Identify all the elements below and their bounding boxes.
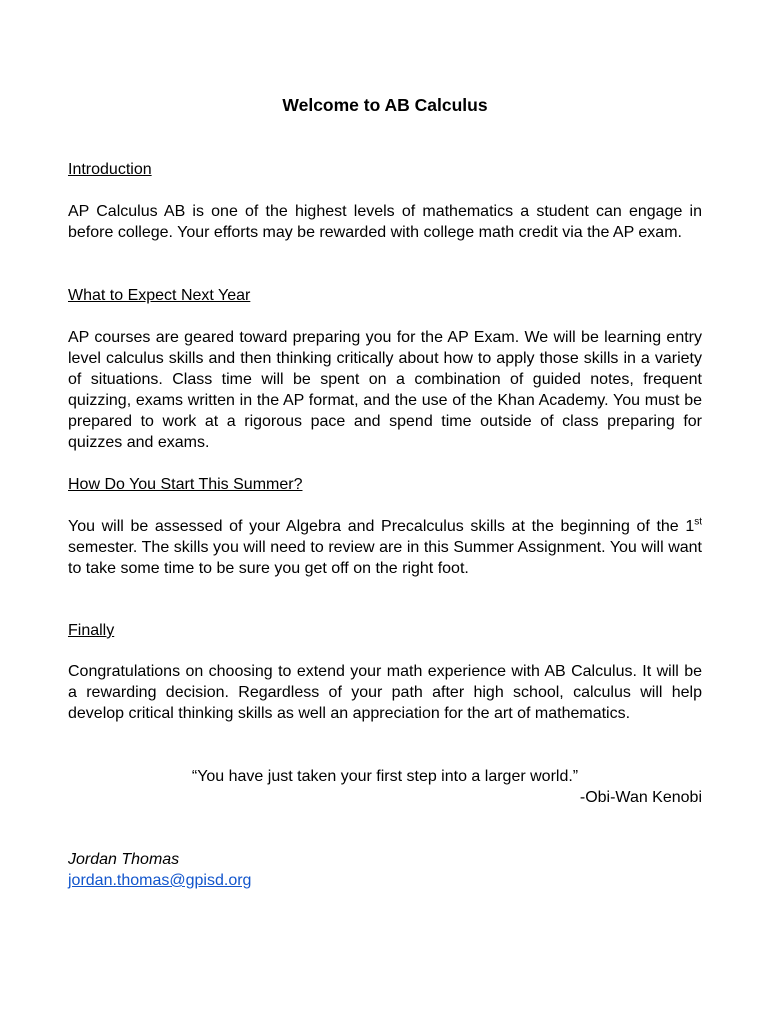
signature-email-link[interactable]: jordan.thomas@gpisd.org: [68, 872, 252, 889]
paragraph-introduction: AP Calculus AB is one of the highest levels of mathematics a student can engage in before college. Your efforts may be rewarded with college math credit via the AP exam.: [68, 203, 702, 241]
heading-finally: Finally: [68, 622, 115, 639]
heading-how-to-start: How Do You Start This Summer?: [68, 476, 303, 493]
document-page: [68, 0, 702, 1024]
paragraph-how-to-start-part1: You will be assessed of your Algebra and Precalculus skills at the beginning of the 1: [68, 518, 695, 535]
paragraph-how-to-start: [68, 516, 702, 579]
quote-attribution: -Obi-Wan Kenobi: [579, 789, 702, 806]
paragraph-what-to-expect: AP courses are geared toward preparing you for the AP Exam. We will be learning entry level calculus skills and then thinking critically about how to apply those skills in a variety of situations. Class time will be spent on a combination of guided notes, frequent quizzing, exams written in the AP format, and the use of the Khan Academy. You must be prepared to work at a rigorous pace and spend time outside of class preparing for quizzes and exams.: [68, 329, 702, 451]
quote-text: “You have just taken your first step into a larger world.”: [191, 768, 579, 785]
quote-block: [68, 766, 702, 808]
signature-name: Jordan Thomas: [68, 851, 180, 868]
heading-introduction: Introduction: [68, 161, 152, 178]
ordinal-superscript: st: [694, 516, 702, 528]
page-title: Welcome to AB Calculus: [282, 95, 488, 115]
paragraph-finally: Congratulations on choosing to extend your math experience with AB Calculus. It will be a rewarding decision. Regardless of your path after high school, calculus will help develop critical thinking skills as well an appreciation for the art of mathematics.: [68, 663, 702, 722]
paragraph-how-to-start-part2: semester. The skills you will need to review are in this Summer Assignment. You will want to take some time to be sure you get off on the right foot.: [68, 539, 702, 577]
heading-what-to-expect: What to Expect Next Year: [68, 287, 251, 304]
